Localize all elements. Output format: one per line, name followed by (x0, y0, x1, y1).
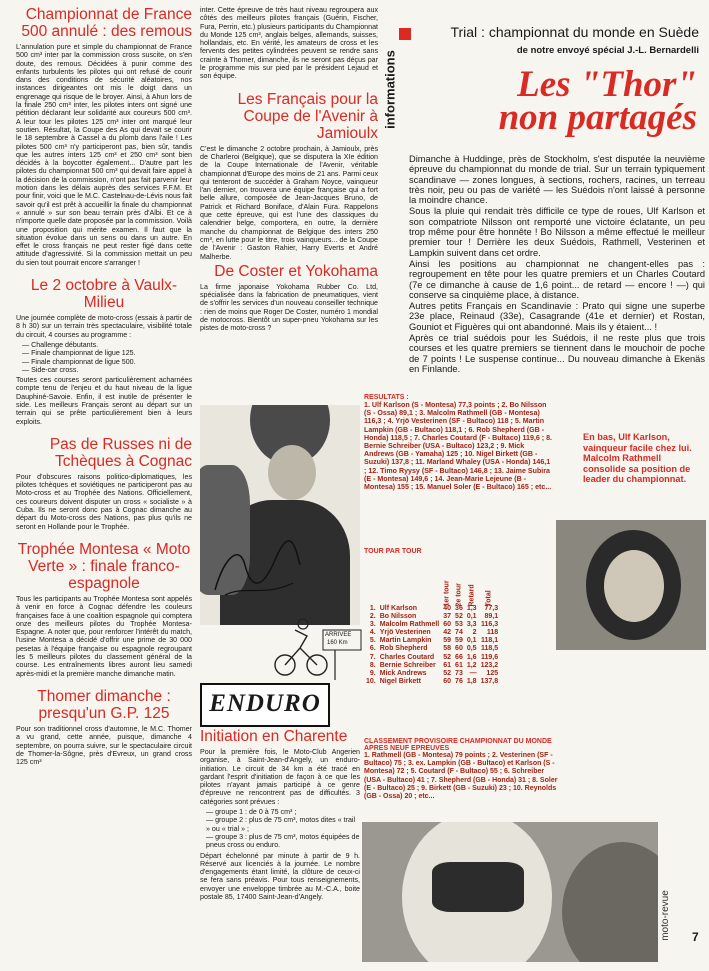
page-number: 7 (692, 930, 699, 944)
table-cell: 137,8 (480, 677, 499, 685)
table-row (364, 678, 500, 686)
results-box (364, 394, 554, 491)
standings-box (364, 738, 562, 801)
left-column (16, 6, 192, 768)
table-cell: 0,5 (466, 645, 477, 653)
magazine-name: moto-revue (659, 890, 671, 941)
table-cell: Yrjö Vesterinen (379, 629, 431, 637)
article-title: Initiation en Charente (200, 728, 348, 745)
table-cell: 53 (455, 621, 463, 629)
list-item: — Finale championnat de ligue 125. (22, 349, 136, 358)
list-item: — groupe 3 : plus de 75 cm³, motos équipées de pneus cross ou enduro. (206, 832, 360, 850)
table-cell: 118,1 (480, 637, 499, 645)
article-body: inter. Cette épreuve de très haut niveau regroupera aux côtés des meilleurs pilotes français (Guérin, Fischer, Fura, Perrin, etc.) plusieurs participants du Championnat du Monde 125 cm³, anglais belges, allemands, suisses, hollandais, etc. En vérité, les amateurs de cross et les fervents des petites cylindrées peuvent se rendre sans crainte à Thomer, dimanche, ils ne seront pas déçus par le programme mis sur pied par le président Lejaud et son équipe. (200, 6, 378, 81)
table-cell: 2. (369, 613, 376, 621)
table-cell: Nigel Birkett (379, 677, 421, 685)
table-cell: 119,6 (480, 653, 499, 661)
table-cell: 7. (369, 653, 376, 661)
paragraph: Sous la pluie qui rendait très difficile ce type de roues, Ulf Karlson et son compatriote Nilsson ont remporté une victoire éclatante, un peu trop même pour être honnête ! Bo Nilsson a même effectué le meilleur premier tour ! Derrière les deux Suédois, Rathmell, Vesterinen et Lampkin suivent dans cet ordre. (409, 206, 705, 258)
table-cell: 60 (443, 621, 452, 629)
results-heading: RESULTATS : (364, 394, 409, 401)
table-cell: 2 (472, 629, 477, 637)
table-cell: 61 (455, 661, 463, 669)
article-title: De Coster et Yokohama (214, 262, 378, 280)
article-list (22, 341, 192, 374)
rider-signature (205, 535, 305, 605)
article-body: Départ échelonné par minute à partir de 9 h. Réservé aux licenciés à la journée. Le nombre d'engagements étant limité, la clôture de ceux-ci se fera sans préavis. Pour tous renseignements, envoyer une enveloppe timbrée au M.-C.A., boite postale 85, 17400 Saint-Jean-d'Angely. (200, 851, 360, 902)
table-cell: 58 (443, 645, 452, 653)
table-cell: 0,1 (466, 613, 477, 621)
paragraph: Autres petits Français en Scandinavie : Prato qui signe une superbe 23e place, Reinaud (33e), Casagrande (41e et dernier) et Rostan, Gouniot et Figuères qui ont abandonné. Mais ils y étaient... ! (409, 301, 705, 332)
list-item: — Side-car cross. (22, 365, 79, 374)
table-cell: 60 (455, 645, 463, 653)
list-item: — groupe 2 : plus de 75 cm³, motos dites « trail » ou « trial » ; (206, 816, 356, 833)
enduro-logo-text: ENDURO (209, 690, 321, 717)
table-cell: — (469, 669, 477, 677)
standings-text: 1. Rathmell (GB - Montesa) 79 points ; 2. Vesterinen (SF - Bultaco) 75 ; 3. ex. Lampkin (GB - Bultaco) et Karlson (S - Montesa) 72 ; 5. Coutard (F - Bultaco) 55 ; 6. Schreiber (USA - Bultaco) 41 ; 7. Shepherd (GB - Honda) 31 ; 8. Soler (E - Bultaco) 25 ; 9. Birkett (GB - Suzuki) 23 ; 10. Reynolds (GB - Ossa) 20 ; etc... (364, 752, 558, 801)
table-cell: 3. (369, 621, 376, 629)
paragraph: Après ce trial suédois pour les Suédois, il ne reste plus que trois courses et les quatre premiers se tiennent dans le mouchoir de poche de 7 points ! Le suspense continue... Du nouveau dimanche à Ekenäs en Finlande. (409, 333, 705, 374)
table-cell: Martin Lampkin (379, 637, 432, 645)
table-cell: 1,2 (466, 661, 477, 669)
table-cell: 123,2 (480, 661, 499, 669)
table-cell: 37 (443, 613, 452, 621)
article-body: Pour la première fois, le Moto-Club Angerien organise, à Saint-Jean-d'Angely, un enduro-initiation. Le circuit de 34 km a été tracé en gardant l'esprit d'initiation de façon à ce que les pilotes n'ayant jamais participé à ce genre d'épreuve ne rencontrent pas de difficultés. 3 catégories sont prévues : (200, 748, 360, 806)
article-body: Une journée complète de moto-cross (essais à partir de 8 h 30) sur un terrain très spectaculaire, visibilité totale du circuit, 4 courses au programme : (16, 314, 192, 339)
article-byline: de notre envoyé spécial J.-L. Bernardelli (516, 45, 699, 56)
arrivee-sign: ARRIVEE (325, 632, 352, 638)
article-title: Championnat de France 500 annulé : des remous (21, 6, 192, 40)
photo-rathmell (362, 822, 658, 962)
table-cell: 59 (443, 637, 452, 645)
list-item: — groupe 1 : de 0 à 75 cm³ ; (206, 808, 297, 817)
table-row (364, 629, 500, 637)
table-cell: 0,1 (466, 637, 477, 645)
article-body: Pour son traditionnel cross d'automne, le M.C. Thomer a vu grand, cette année, puisque, dimanche 4 septembre, on pourra suivre, sur le spectaculaire circuit de Thomer-la-Sôgne, près d'Evreux, un grand cross 125 cm³ (16, 724, 192, 767)
table-row (364, 670, 500, 678)
article-body: Toutes ces courses seront particulièrement acharnées compte tenu de l'enjeu et du haut niveau de la ligue Dauphiné-Savoie. Enfin, il est inutile de présenter le side. Les meilleurs Français seront au départ sur un terrain qui se prête particulièrement bien à leurs exploits. (16, 376, 192, 426)
article-headline (400, 64, 697, 138)
table-cell: 116,3 (480, 621, 499, 629)
results-text: 1. Ulf Karlson (S - Montesa) 77,3 points ; 2. Bo Nilsson (S - Ossa) 89,1 ; 3. Malcolm Rathmell (GB - Montesa) 116,3 ; 4. Yrjö Vesterinen (SF - Bultaco) 118 ; 5. Martin Lampkin (GB - Bultaco) 118,1 ; 6. Rob Shepherd (GB - Honda) 118,5 ; 7. Charles Coutard (F - Bultaco) 119,6 ; 8. Bernie Schreiber (USA - Bultaco) 123,2 ; 9. Mick Andrews (GB - Yamaha) 125 ; 10. Nigel Birkett (GB - Suzuki) 137,8 ; 11. Marland Whaley (USA - Honda) 146,1 ; 12. Timo Ryysy (SF - Bultaco) 146,8 ; 13. Jaime Subira (E - Montesa) 149,6 ; 14. Jean-Marie Lejeune (B - Montesa) 155 ; 15. Manuel Soler (E - Bultaco) 165 ; etc... (364, 401, 553, 492)
section-label-text: informations (382, 50, 398, 129)
article-body: Tous les participants au Trophée Montesa sont appelés à venir en force à Cognac défendre les couleurs françaises face à une coalition espagnole qui comptera onze des meilleurs pilotes du Trophée Montesa-Espagne. A noter que, pour renforcer l'intérêt du match, l'usine Montesa a décidé d'offrir une prime de 30 000 pesetas à l'équipe française ou espagnole regroupant les 5 meilleurs pilotes du classement général de la course. Les entraînements libres auront lieu samedi après-midi et la première manche dimanche matin. (16, 594, 192, 678)
article-title: Pas de Russes ni de Tchèques à Cognac (49, 435, 192, 470)
table-cell: 4. (369, 629, 376, 637)
table-cell: 73 (455, 669, 463, 677)
article-body: C'est le dimanche 2 octobre prochain, à Jamioulx, près de Charleroi (Belgique), que se disputera la XIe édition de la Coupe Internationale de l'Avenir, véritable championnat d'Europe des moins de 21 ans. Parmi ceux qui tenteront de succéder à Graham Noyce, vainqueur l'an dernier, on trouvera une équipe française qui a fort belle allure, composée de Jean-Jacques Bruno, de Patrick et Richard Boniface, d'Alain Fura. Rappelons que cette épreuve, qui est l'une des classiques du calendrier belge, comportera, en outre, la dernière manche du championnat de Belgique des inters 250 cm³, en lutte pour le titre, trois vainqueurs... de la Coupe de l'Avenir : Gaston Rahier, Harry Everts et André Malherbe. (200, 144, 378, 261)
table-row (364, 654, 500, 662)
table-row (364, 645, 500, 653)
table-cell: 1,3 (466, 605, 477, 612)
table-cell: 1,8 (466, 677, 477, 685)
article-title: Thomer dimanche : presqu'un G.P. 125 (37, 687, 171, 722)
table-cell: 125 (486, 669, 499, 677)
table-cell: Bo Nilsson (379, 613, 417, 621)
table-cell: 36 (455, 605, 463, 612)
main-article-body (409, 154, 705, 375)
article-body: La firme japonaise Yokohama Rubber Co. Ltd, spécialisée dans la fabrication de pneumatiques, vient de s'offrir les services d'un nouveau conseiller technique : rien de moins que Roger De Coster, numéro 1 mondial de motocross. Bientôt un super-pneu Yokohama sur les pistes de moto-cross ? (200, 282, 378, 333)
table-cell: 118 (486, 629, 499, 637)
table-cell: 42 (443, 629, 452, 637)
list-item: — Challenge débutants. (22, 340, 99, 349)
table-row (364, 613, 500, 621)
article-body: L'annulation pure et simple du championnat de France 500 cm³ inter par la commission cross suscite, on s'en doute, des remous. Décidées à punir comme des enfants turbulents les pilotes qui ont refusé de courir dans des conditions de sécurité aléatoires, nos instances dirigeantes ont mis le doigt dans un engrenage qui risque de le broyer. Ainsi, à Ahun lors de la finale 250 cm³ inter, les pilotes inters ont signé une pétition déclarant leur solidarité aux coureurs 500 cm³. A leur tour les pilotes 125 cm³ inter ont marqué leur soutien. Résultat, la Coupe des As qui devait se courir le 18 septembre à Cassel a du plomb dans l'aile ! Les pilotes 500 cm³ n'y participeront pas, bien sûr, tandis que les autres inters 125 cm³ et 250 cm³ sont bien décidés à la boycotter également... D'autre part les pilotes du championnat 500 cm³ qui devait faire appel à la décision de la commission, n'ont pas fait parvenir leur motion dans les délais auprès des services F.F.M. Et pour finir, voici que le M.C. Castelnau-de-Lévis nous fait savoir qu'il est prêt à accueillir la finale du championnat « annulé » sur son beau terrain près d'Albi. Et ce à n'importe quelle date proposée par la commission. Voilà une proposition qui mérite examen. Il faut que la situation évolue dans un sens ou dans un autre. En effet le cross français ne peut rester figé dans cette attitude d'agressivité. Si la commission mettait un peu du sien tout pourrait encore s'arranger ! (16, 43, 192, 267)
column-header: 1er tour (443, 580, 451, 607)
main-article-header (400, 20, 705, 138)
table-cell: Charles Coutard (379, 653, 435, 661)
article-list (206, 808, 360, 849)
enduro-sketch (255, 600, 365, 685)
table-cell: 66 (455, 653, 463, 661)
table-cell: 5. (369, 637, 376, 645)
table-cell: 74 (455, 629, 463, 637)
table-row (364, 637, 500, 645)
table-cell: Mick Andrews (379, 669, 427, 677)
paragraph: Dimanche à Huddinge, près de Stockholm, s'est disputée la neuvième épreuve du championnat du monde de trial. Sur un terrain typiquement scandinave — zones longues, à sections, rochers, racines, un terreau très noir, peu ou pas de variété — les Suédois n'ont laissé à personne la moindre chance. (409, 154, 705, 206)
list-item: — Finale championnat de ligue 500. (22, 357, 136, 366)
arrivee-distance: 160 Km (327, 640, 348, 646)
table-cell: 60 (443, 677, 452, 685)
headline-line: non partagés (498, 97, 697, 138)
table-cell: 52 (443, 669, 452, 677)
table-cell: Malcolm Rathmell (379, 621, 440, 629)
magazine-footer (659, 882, 682, 942)
table-cell: 118,5 (480, 645, 499, 653)
table-row (364, 621, 500, 629)
table-cell: 1,6 (466, 653, 477, 661)
paragraph: Ainsi les positions au championnat ne changent-elles pas : regroupement en tête pour les quatre premiers et un Charles Coutard (7e ce dimanche à cause de 1,6 point... de retard — encore ! —) qui conserve sa cinquième place, à distance. (409, 258, 705, 300)
enduro-banner (200, 683, 330, 727)
table-cell: 52 (443, 653, 452, 661)
table-cell: Ulf Karlson (379, 605, 418, 612)
column-header: 2e tour (455, 583, 463, 607)
table-cell: 59 (455, 637, 463, 645)
table-cell: 9. (369, 669, 376, 677)
table-row (364, 662, 500, 670)
table-cell: Bernie Schreiber (379, 661, 436, 669)
lap-table (364, 548, 560, 686)
article-title: Trophée Montesa « Moto Verte » : finale franco-espagnole (17, 540, 191, 592)
column-header: Total (485, 590, 493, 607)
headline-line: Les "Thor" (517, 64, 697, 105)
table-cell: 1. (369, 605, 376, 612)
table-cell: 6. (369, 645, 376, 653)
table-cell: 52 (455, 613, 463, 621)
lap-table-heading: TOUR PAR TOUR (364, 548, 422, 555)
photo-karlson (556, 520, 706, 650)
table-cell: 61 (443, 661, 452, 669)
table-cell: 89,1 (484, 613, 499, 621)
table-cell: 10. (366, 677, 376, 685)
article-title: Le 2 octobre à Vaulx-Milieu (30, 277, 178, 312)
table-cell: 3,3 (466, 621, 477, 629)
table-cell: 76 (455, 677, 463, 685)
column-header: Retard (468, 584, 476, 607)
table-cell: 77,3 (484, 605, 499, 612)
photo-caption: En bas, Ulf Karlson, vainqueur facile chez lui. Malcolm Rathmell consolide sa position de leader du championnat. (583, 432, 692, 484)
article-initiation (200, 728, 360, 903)
table-row (364, 605, 500, 613)
section-label (380, 30, 396, 152)
table-cell: 8. (369, 661, 376, 669)
standings-heading: CLASSEMENT PROVISOIRE CHAMPIONNAT DU MONDE APRES NEUF EPREUVES (364, 738, 552, 752)
table-cell: Rob Shepherd (379, 645, 428, 653)
article-title: Les Français pour la Coupe de l'Avenir à Jamioulx (237, 90, 378, 142)
table-cell: 40 (443, 605, 452, 612)
article-body: Pour d'obscures raisons politico-diplomatiques, les pilotes tchèques et soviétiques ne participeront pas au Moto-cross et au Trophée des Nations. Officiellement, ces coureurs doivent disputer un cross « socialiste » à Cuba. Ils ne seront donc pas à Cognac dimanche au départ du Moto-cross des Nations, pas plus qu'ils ne seront en Hollande pour le Trophée. (16, 472, 192, 531)
article-kicker: Trial : championnat du monde en Suède (450, 24, 699, 40)
